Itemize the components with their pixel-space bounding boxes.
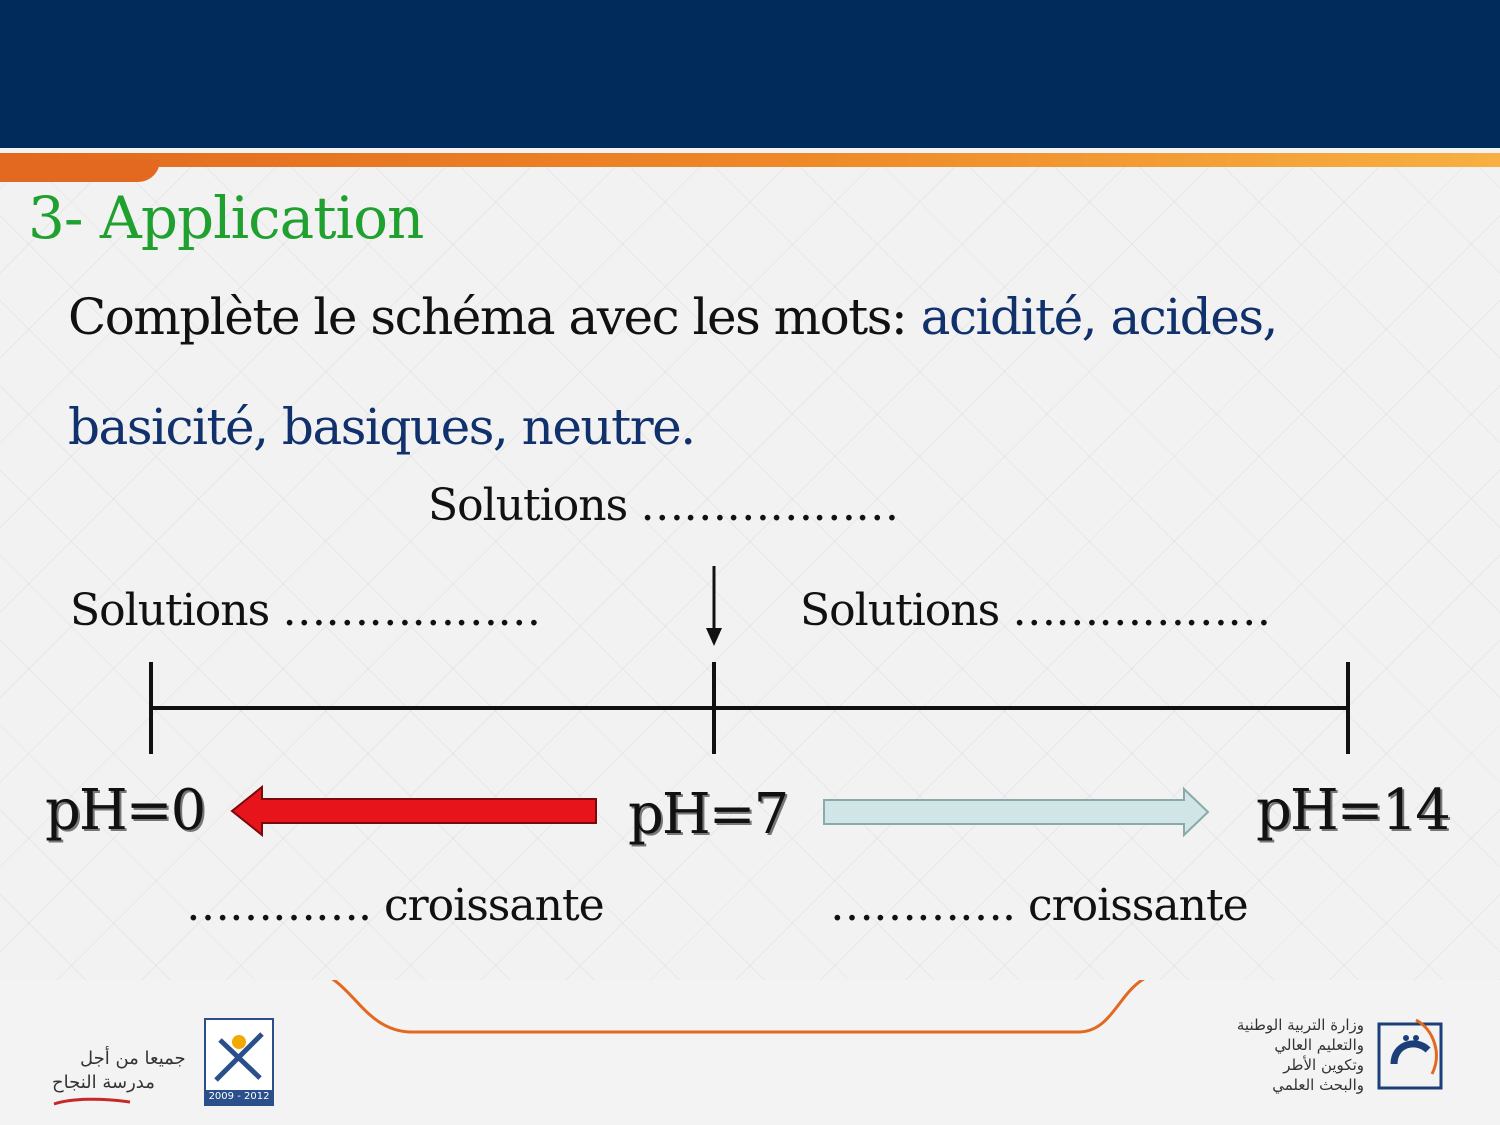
- ministry-line1: وزارة التربية الوطنية: [1236, 1016, 1364, 1034]
- ministry-line3: وتكوين الأطر: [1283, 1056, 1364, 1074]
- ministry-line2: والتعليم العالي: [1274, 1036, 1364, 1054]
- school-logo-line2: مدرسة النجاح: [52, 1072, 155, 1093]
- basicity-arrow: [824, 789, 1208, 835]
- ministry-emblem-icon: [1376, 1014, 1446, 1092]
- acid-solutions-label: Solutions ………………: [70, 585, 541, 636]
- ph-0-label: pH=0: [45, 778, 205, 843]
- school-logo-swoosh: [52, 1096, 132, 1108]
- acidity-arrow: [232, 787, 596, 835]
- ph-14-label: pH=14: [1256, 778, 1449, 843]
- neutral-pointer-arrowhead: [706, 628, 722, 646]
- ministry-line4: والبحث العلمي: [1272, 1076, 1364, 1094]
- section-heading: 3- Application: [28, 184, 424, 252]
- basic-solutions-label: Solutions ………………: [800, 585, 1271, 636]
- word-bank: acidité, acides, basicité, basiques, neutre.: [68, 288, 1277, 456]
- school-badge-logo: [204, 1018, 274, 1106]
- ph-7-label: pH=7: [628, 782, 788, 847]
- school-logo-line1: جميعا من أجل: [80, 1048, 186, 1069]
- basicity-trend-label: …………. croissante: [830, 880, 1248, 931]
- neutral-solutions-label: Solutions ………………: [428, 480, 899, 531]
- instruction-prefix: Complète le schéma avec les mots:: [68, 288, 921, 346]
- footer: [0, 980, 1500, 1125]
- star-figure-icon: [206, 1020, 272, 1086]
- acidity-trend-label: …………. croissante: [186, 880, 604, 931]
- badge-years: 2009 - 2012: [206, 1090, 272, 1104]
